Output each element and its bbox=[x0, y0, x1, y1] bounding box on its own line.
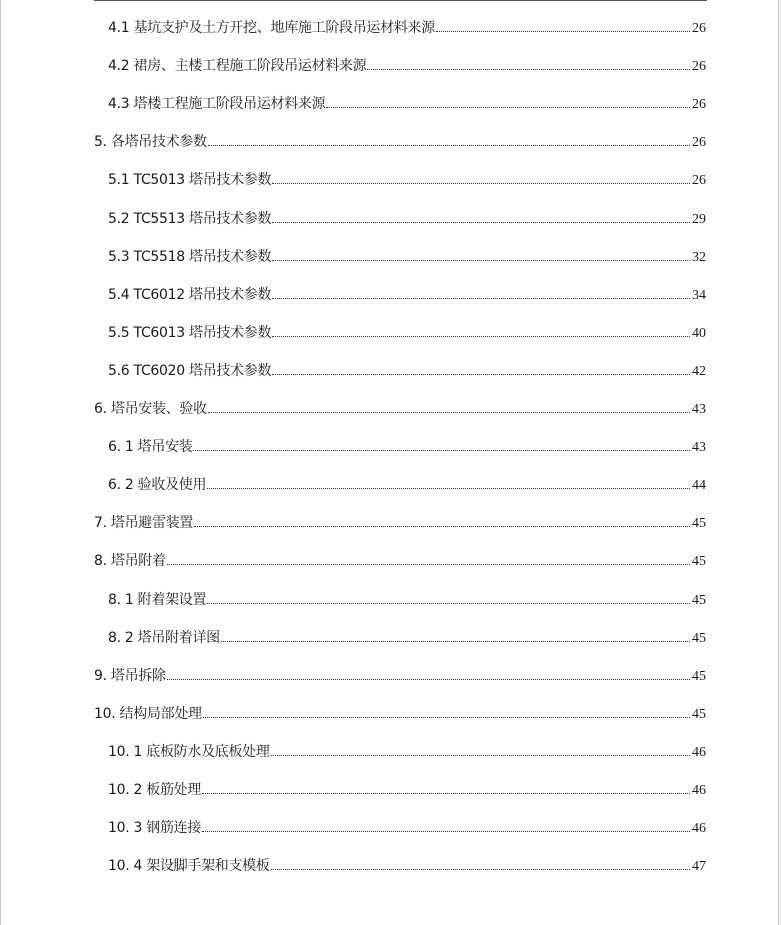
toc-dot-leader bbox=[272, 373, 690, 375]
toc-dot-leader bbox=[167, 678, 690, 680]
toc-dot-leader bbox=[202, 792, 690, 794]
toc-dot-leader bbox=[194, 525, 690, 527]
toc-entry[interactable] bbox=[94, 510, 706, 532]
toc-dot-leader bbox=[203, 716, 690, 718]
toc-entry-title: 9. 塔吊拆除 bbox=[94, 667, 166, 684]
toc-entry[interactable] bbox=[108, 777, 706, 799]
toc-entry-page-number: 32 bbox=[692, 249, 706, 265]
toc-entry-page-number: 44 bbox=[692, 478, 706, 494]
toc-entry-page-number: 34 bbox=[692, 287, 706, 303]
toc-entry-title: 10. 结构局部处理 bbox=[94, 705, 202, 722]
toc-dot-leader bbox=[193, 449, 690, 451]
toc-dot-leader bbox=[272, 221, 690, 223]
toc-entry[interactable] bbox=[108, 853, 706, 875]
toc-dot-leader bbox=[208, 144, 690, 146]
toc-entry[interactable] bbox=[108, 53, 706, 75]
toc-entry-page-number: 46 bbox=[692, 821, 706, 837]
toc-entry-page-number: 47 bbox=[692, 859, 706, 875]
toc-entry-title: 10. 1 底板防水及底板处理 bbox=[108, 743, 270, 760]
toc-entry-title: 7. 塔吊避雷装置 bbox=[94, 515, 194, 532]
toc-entry-page-number: 26 bbox=[692, 59, 706, 75]
toc-dot-leader bbox=[367, 68, 690, 70]
toc-dot-leader bbox=[167, 563, 690, 565]
toc-entry-page-number: 29 bbox=[692, 211, 706, 227]
toc-entry-page-number: 26 bbox=[692, 97, 706, 113]
toc-dot-leader bbox=[272, 297, 690, 299]
toc-entry-title: 10. 4 架设脚手架和支模板 bbox=[108, 858, 270, 875]
toc-entry-title: 5.6 TC6020 塔吊技术参数 bbox=[108, 362, 272, 379]
toc-entry-title: 4.3 塔楼工程施工阶段吊运材料来源 bbox=[108, 96, 326, 113]
toc-entry-title: 5.4 TC6012 塔吊技术参数 bbox=[108, 286, 272, 303]
toc-dot-leader bbox=[326, 106, 690, 108]
toc-entry-page-number: 26 bbox=[692, 21, 706, 36]
toc-entry-title: 4.1 基坑支护及土方开挖、地库施工阶段吊运材料来源 bbox=[108, 20, 435, 36]
toc-entry-page-number: 42 bbox=[692, 363, 706, 379]
toc-dot-leader bbox=[436, 30, 690, 32]
toc-entry[interactable] bbox=[108, 815, 706, 837]
toc-entry-page-number: 26 bbox=[692, 135, 706, 151]
toc-dot-leader bbox=[272, 335, 690, 337]
toc-entry-page-number: 45 bbox=[692, 592, 706, 608]
toc-entry-title: 6. 塔吊安装、验收 bbox=[94, 401, 207, 417]
toc-entry[interactable] bbox=[108, 91, 706, 113]
toc-entry-title: 5.5 TC6013 塔吊技术参数 bbox=[108, 324, 272, 341]
toc-entry-page-number: 40 bbox=[692, 325, 706, 341]
toc-dot-leader bbox=[221, 640, 690, 642]
toc-entry-title: 6. 1 塔吊安装 bbox=[108, 439, 193, 456]
toc-entry[interactable] bbox=[108, 282, 706, 304]
toc-entry[interactable] bbox=[94, 663, 706, 685]
toc-entry[interactable] bbox=[94, 396, 706, 418]
toc-dot-leader bbox=[271, 868, 690, 870]
toc-entry[interactable] bbox=[108, 244, 706, 266]
toc-entry[interactable] bbox=[108, 739, 706, 761]
toc-entry[interactable] bbox=[108, 472, 706, 494]
toc-dot-leader bbox=[271, 754, 690, 756]
toc-entry[interactable] bbox=[108, 167, 706, 189]
toc-entry-page-number: 45 bbox=[692, 630, 706, 646]
toc-entry-title: 8. 2 塔吊附着详图 bbox=[108, 629, 220, 646]
toc-entry[interactable] bbox=[108, 358, 706, 380]
toc-entry-title: 5.3 TC5518 塔吊技术参数 bbox=[108, 248, 272, 265]
toc-dot-leader bbox=[272, 259, 690, 261]
toc-entry-page-number: 26 bbox=[692, 173, 706, 189]
toc-dot-leader bbox=[272, 182, 690, 184]
toc-entry-page-number: 43 bbox=[692, 402, 706, 417]
toc-entry-title: 10. 3 钢筋连接 bbox=[108, 820, 202, 837]
toc-entry-title: 5.2 TC5513 塔吊技术参数 bbox=[108, 210, 272, 227]
toc-dot-leader bbox=[202, 830, 690, 832]
toc-entry[interactable] bbox=[108, 320, 706, 342]
toc-entry-title: 10. 2 板筋处理 bbox=[108, 782, 202, 798]
toc-entry-title: 4.2 裙房、主楼工程施工阶段吊运材料来源 bbox=[108, 58, 367, 75]
toc-entry-page-number: 45 bbox=[692, 668, 706, 684]
toc-entry-page-number: 45 bbox=[692, 554, 706, 570]
toc-entry-title: 6. 2 验收及使用 bbox=[108, 477, 207, 494]
toc-entry-page-number: 45 bbox=[692, 516, 706, 532]
toc-entry-page-number: 45 bbox=[692, 706, 706, 722]
toc-entry[interactable] bbox=[108, 434, 706, 456]
toc-entry-page-number: 46 bbox=[692, 744, 706, 760]
toc-entry[interactable] bbox=[108, 15, 706, 37]
toc-entry[interactable] bbox=[94, 701, 706, 723]
toc-entry[interactable] bbox=[108, 625, 706, 647]
toc-entry-page-number: 43 bbox=[692, 440, 706, 456]
toc-entry-title: 5. 各塔吊技术参数 bbox=[94, 134, 207, 151]
toc-dot-leader bbox=[208, 411, 690, 413]
toc-dot-leader bbox=[207, 602, 690, 604]
toc-entry-title: 8. 塔吊附着 bbox=[94, 553, 166, 570]
toc-dot-leader bbox=[207, 487, 690, 489]
toc-entry[interactable] bbox=[108, 587, 706, 609]
toc-entry[interactable] bbox=[94, 129, 706, 151]
toc-entry-page-number: 46 bbox=[692, 783, 706, 798]
top-divider bbox=[94, 0, 707, 1]
toc-entry-title: 5.1 TC5013 塔吊技术参数 bbox=[108, 172, 272, 189]
toc-entry[interactable] bbox=[94, 548, 706, 570]
toc-entry-title: 8. 1 附着架设置 bbox=[108, 591, 207, 608]
toc-entry[interactable] bbox=[108, 206, 706, 228]
